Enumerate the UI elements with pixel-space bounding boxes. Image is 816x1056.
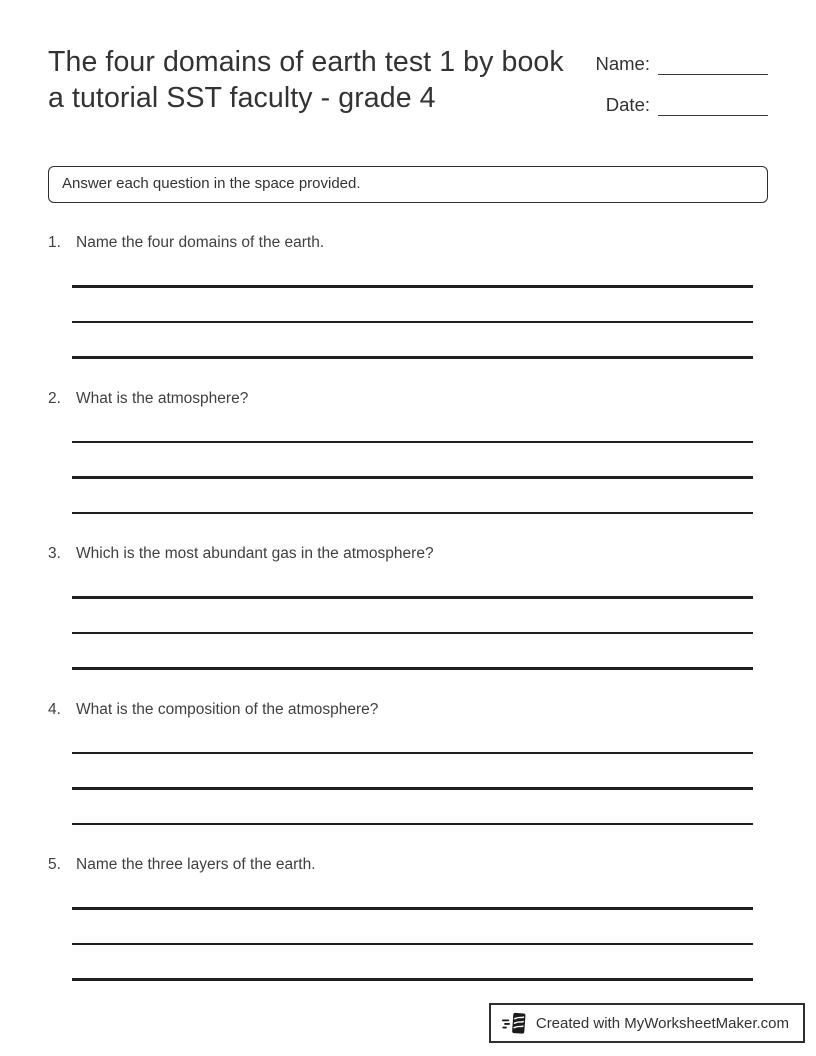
answer-lines [72, 441, 753, 515]
questions-list [0, 233, 816, 981]
date-label: Date: [605, 94, 650, 115]
question-number: 2. [48, 389, 61, 407]
question-text: What is the composition of the atmosphere? [76, 700, 379, 718]
answer-line [72, 632, 753, 635]
question-item-1 [0, 233, 816, 359]
question-item-2 [0, 389, 816, 515]
answer-lines [72, 752, 753, 826]
question-item-5 [0, 855, 816, 981]
answer-line [72, 978, 753, 981]
answer-lines [72, 596, 753, 670]
name-label: Name: [595, 52, 650, 74]
footer-badge [489, 1003, 805, 1043]
instructions-text: Answer each question in the space provided. [62, 175, 361, 192]
question-number: 1. [48, 234, 61, 251]
answer-line [72, 752, 753, 755]
answer-line [72, 512, 753, 515]
worksheet-title: The four domains of earth test 1 by book a tutorial SST faculty - grade 4 [48, 46, 564, 114]
answer-line [72, 667, 753, 670]
answer-line [72, 596, 753, 599]
answer-line [72, 907, 753, 910]
answer-lines [72, 907, 753, 981]
instructions-box [48, 166, 768, 203]
question-text: Which is the most abundant gas in the atmosphere? [76, 545, 434, 562]
answer-line [72, 321, 753, 324]
question-number: 4. [48, 700, 61, 718]
question-item-4 [0, 700, 816, 826]
answer-line [72, 787, 753, 790]
question-text: Name the three layers of the earth. [76, 856, 316, 873]
question-text: What is the atmosphere? [76, 389, 249, 407]
footer-credit-text: Created with MyWorksheetMaker.com [535, 1014, 789, 1032]
question-number: 5. [48, 856, 61, 873]
question-item-3 [0, 544, 816, 670]
name-date-block [596, 49, 769, 116]
question-text: Name the four domains of the earth. [76, 234, 325, 251]
answer-line [72, 476, 753, 479]
answer-lines [72, 285, 753, 359]
answer-line [72, 943, 753, 946]
answer-line [72, 441, 753, 444]
answer-line [72, 356, 753, 359]
answer-line [72, 823, 753, 826]
date-blank-line [658, 94, 768, 116]
question-number: 3. [48, 545, 61, 562]
name-blank-line [658, 53, 768, 75]
worksheet-maker-logo-icon [501, 1010, 528, 1037]
answer-line [72, 285, 753, 288]
header [48, 44, 768, 116]
